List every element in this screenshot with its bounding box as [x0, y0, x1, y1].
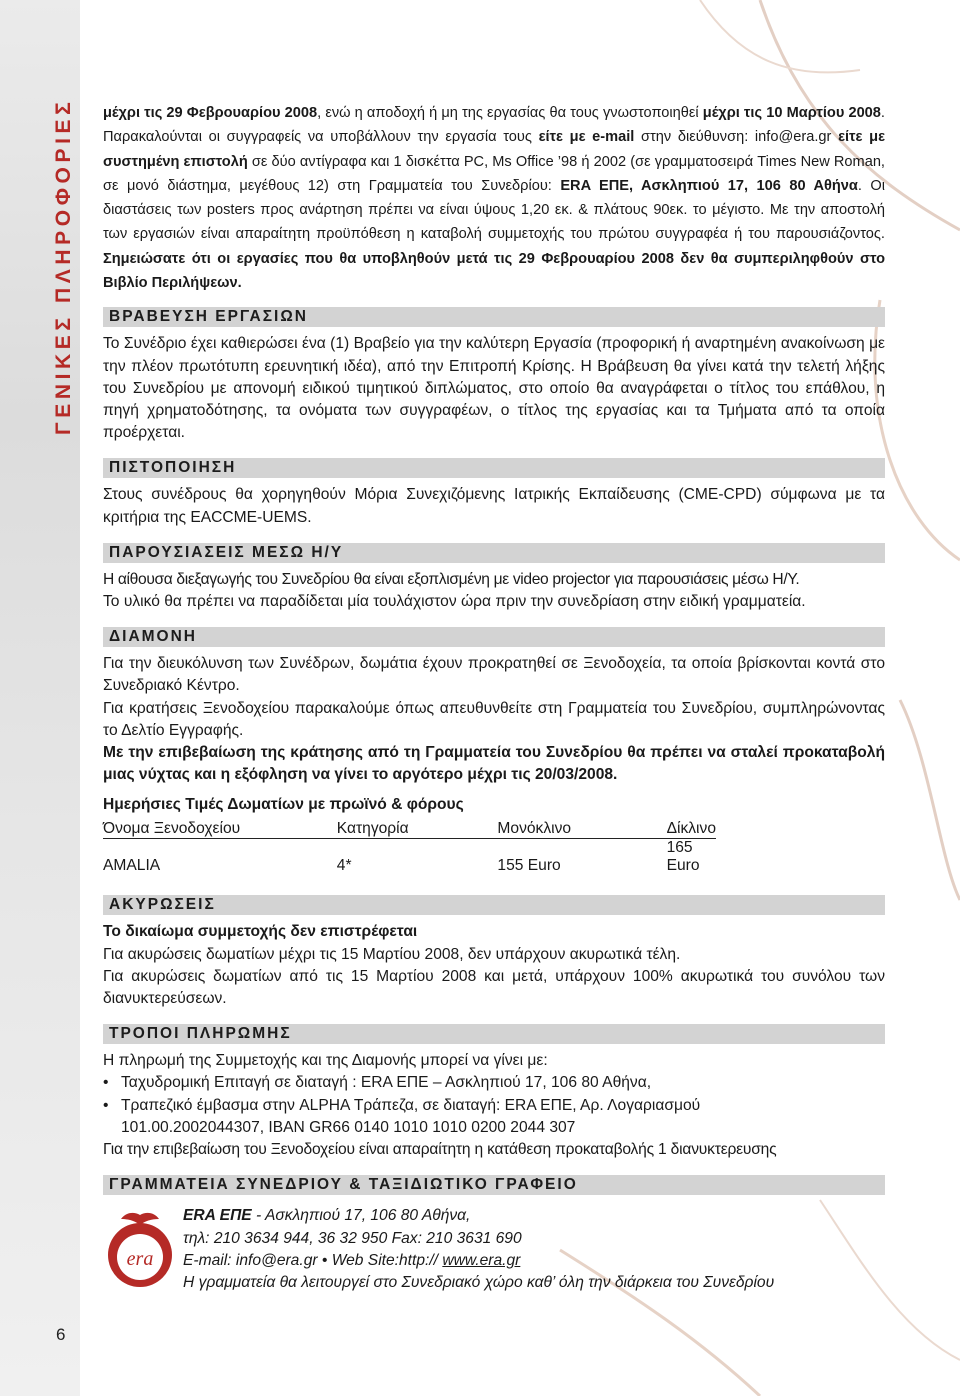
bullet-icon: •: [103, 1096, 109, 1114]
certification-text: Στους συνέδρους θα χορηγηθούν Μόρια Συνεχιζόμενης Ιατρικής Εκπαίδευσης (CME-CPD) σύμφωνα με τα κριτήρια της EACCME-UEMS.: [103, 486, 885, 526]
presentations-line-2: Το υλικό θα πρέπει να παραδίδεται μία τουλάχιστον ώρα πριν την συνεδρίαση στην ειδική γραμματεία.: [103, 593, 806, 610]
email-link[interactable]: E-mail: info@era.gr: [183, 1252, 318, 1270]
era-logo-icon: [103, 1209, 177, 1291]
table-header-cell: Όνομα Ξενοδοχείου: [103, 816, 337, 839]
secretariat-address: ERA ΕΠΕ, Ασκληπιού 17, 106 80 Αθήνα: [560, 177, 858, 194]
intro-paragraph: μέχρι τις 29 Φεβρουαρίου 2008, ενώ η αποδοχή ή μη της εργασίας θα τους γνωστοποιηθεί μέχρι τις 10 Μαρτίου 2008. Παρακαλούνται οι συγγραφείς να υποβάλλουν την εργασία τους είτε με e-mail στην διεύθυνση: info@era.gr είτε με συστημένη επιστολή σε δύο αντίγραφα και 1 δισκέττα PC, Ms Office ’98 ή 2002 (σε γραμματοσειρά Times New Roman, σε μονό διάστημα, μεγέθους 12) στη Γραμματεία του Συνεδρίου: ERA ΕΠΕ, Ασκληπιού 17, 106 80 Αθήνα. Οι διαστάσεις των posters προς ανάρτηση πρέπει να είναι ύψους 1,20 εκ. & πλάτους 90εκ. το μέγιστο. Με την αποστολή των εργασιών είναι απαραίτητη προϋπόθεση η καταβολή συμμετοχής του πρώτου συγγραφέα ή του παρουσιάζοντος. Σημειώσατε ότι οι εργασίες που θα υποβληθούν μετά τις 29 Φεβρουαρίου 2008 δεν θα συμπεριληφθούν στο Βιβλίο Περιλήψεων.: [103, 105, 886, 292]
accommodation-line-3: Με την επιβεβαίωση της κράτησης από τη Γραμματεία του Συνεδρίου θα πρέπει να σταλεί προκαταβολή μιας νύχτας και η εξόφληση να γίνει το αργότερο μέχρι τις 20/03/2008.: [103, 744, 885, 784]
svg-text:era: era: [126, 1248, 154, 1271]
accommodation-line-2: Για κρατήσεις Ξενοδοχείου παρακαλούμε όπως απευθυνθείτε στη Γραμματεία του Συνεδρίου, συμπληρώνοντας το Δελτίο Εγγραφής.: [103, 699, 885, 739]
deadline-text: μέχρι τις 29 Φεβρουαρίου 2008: [103, 105, 318, 121]
presentations-line-1: Η αίθουσα διεξαγωγής του Συνεδρίου θα είναι εξοπλισμένη με video projector για παρουσιάσεις μέσω Η/Υ.: [103, 570, 800, 588]
table-cell: 155 Euro: [497, 857, 561, 875]
cancellation-line-1: Για ακυρώσεις δωματίων μέχρι τις 15 Μαρτίου 2008, δεν υπάρχουν ακυρωτικά τέλη.: [103, 945, 681, 963]
table-header-cell: Κατηγορία: [337, 816, 498, 839]
accommodation-line-1: Για την διευκόλυνση των Συνέδρων, δωμάτια έχουν προκρατηθεί σε Ξενοδοχεία, τα οποία βρίσκονται κοντά στο Συνεδριακό Κέντρο.: [103, 655, 885, 695]
company-line: ERA ΕΠΕ - Ασκληπιού 17, 106 80 Αθήνα,: [183, 1207, 471, 1225]
section-heading-cancellations: ΑΚΥΡΩΣΕΙΣ: [103, 895, 885, 915]
payment-intro: Η πληρωμή της Συμμετοχής και της Διαμονής μπορεί να γίνει με:: [103, 1052, 548, 1070]
secretariat-note: Η γραμματεία θα λειτουργεί στο Συνεδριακό χώρο καθ’ όλη την διάρκεια του Συνεδρίου: [183, 1274, 775, 1292]
table-row: [103, 839, 716, 876]
payment-outro: Για την επιβεβαίωση του Ξενοδοχείου είναι απαραίτητη η κατάθεση προκαταβολής 1 διανυκτερευσης: [103, 1141, 777, 1159]
email-web-line: E-mail: info@era.gr • Web Site:http:// www.era.gr: [183, 1252, 521, 1270]
sidebar-title: ΓΕΝΙΚΕΣ ΠΛΗΡΟΦΟΡΙΕΣ: [52, 97, 75, 435]
section-heading-secretariat: ΓΡΑΜΜΑΤΕΙΑ ΣΥΝΕΔΡΙΟΥ & ΤΑΞΙΔΙΩΤΙΚΟ ΓΡΑΦΕΙΟ: [103, 1175, 885, 1195]
bank-account-line: 101.00.2002044307, IBAN GR66 0140 1010 1010 0200 2044 307: [121, 1118, 576, 1136]
contact-details: [183, 1205, 774, 1295]
section-heading-payment: ΤΡΟΠΟΙ ΠΛΗΡΩΜΗΣ: [103, 1024, 885, 1044]
page-content: [103, 101, 885, 1297]
cancellation-line-2: Για ακυρώσεις δωματίων από τις 15 Μαρτίου 2008 και μετά, υπάρχουν 100% ακυρωτικά του συνόλου των διανυκτερεύσεων.: [103, 967, 885, 1008]
table-header-cell: Μονόκλινο: [497, 816, 666, 839]
list-item: • Ταχυδρομική Επιταγή σε διαταγή : ERA ΕΠΕ – Ασκληπιού 17, 106 80 Αθήνα,: [103, 1072, 885, 1094]
section-heading-certification: ΠΙΣΤΟΠΟΙΗΣΗ: [103, 458, 885, 478]
notification-date: μέχρι τις 10 Μαρτίου 2008: [702, 105, 881, 121]
page-number: 6: [56, 1325, 66, 1344]
award-text: Το Συνέδριο έχει καθιερώσει ένα (1) Βραβείο για την καλύτερη Εργασία (προφορική ή αναρτημένη ανακοίνωση με την πλέον πρωτότυπη ερευνητική ιδέα), από την Επιτροπή Κρίσης. Η Βράβευση θα γίνει κατά την τελετή λήξης του Συνεδρίου με απονομή ειδικού τιμητικού διπλώματος, στο οποίο θα αναγράφεται ο τίτλος του επάθλου, η πηγή χρηματοδότησης, τα ονόματα των συγγραφέων, ο τίτλος της εργασίας και τα Τμήματα από τα οποία προέρχεται.: [103, 335, 885, 442]
section-heading-award: ΒΡΑΒΕΥΣΗ ΕΡΓΑΣΙΩΝ: [103, 307, 885, 327]
secretariat-contact: [103, 1205, 885, 1297]
section-heading-accommodation: ΔΙΑΜΟΝΗ: [103, 627, 885, 647]
cancellation-subheading: Το δικαίωμα συμμετοχής δεν επιστρέφεται: [103, 923, 418, 941]
website-link[interactable]: www.era.gr: [442, 1252, 521, 1270]
table-header-cell: Δίκλινο: [667, 816, 716, 839]
table-cell: AMALIA: [103, 857, 161, 875]
section-heading-presentations: ΠΑΡΟΥΣΙΑΣΕΙΣ ΜΕΣΩ Η/Υ: [103, 543, 885, 563]
bullet-icon: •: [103, 1074, 109, 1092]
late-submission-note: Σημειώσατε ότι οι εργασίες που θα υποβληθούν μετά τις 29 Φεβρουαρίου 2008 δεν θα συμπεριληφθούν στο Βιβλίο Περιλήψεων.: [103, 250, 885, 292]
room-rates-table: [103, 816, 716, 875]
list-item: • Τραπεζικό έμβασμα στην ALPHA Τράπεζα, σε διαταγή: ERA ΕΠΕ, Αρ. Λογαριασμού: [103, 1095, 885, 1117]
phone-line: τηλ: 210 3634 944, 36 32 950 Fax: 210 3631 690: [183, 1229, 522, 1247]
table-cell: 165 Euro: [666, 839, 700, 875]
table-header-row: [103, 816, 716, 839]
room-rates-title: Ημερήσιες Τιμές Δωματίων με πρωϊνό & φόρους: [103, 796, 464, 814]
table-cell: 4*: [336, 857, 352, 875]
